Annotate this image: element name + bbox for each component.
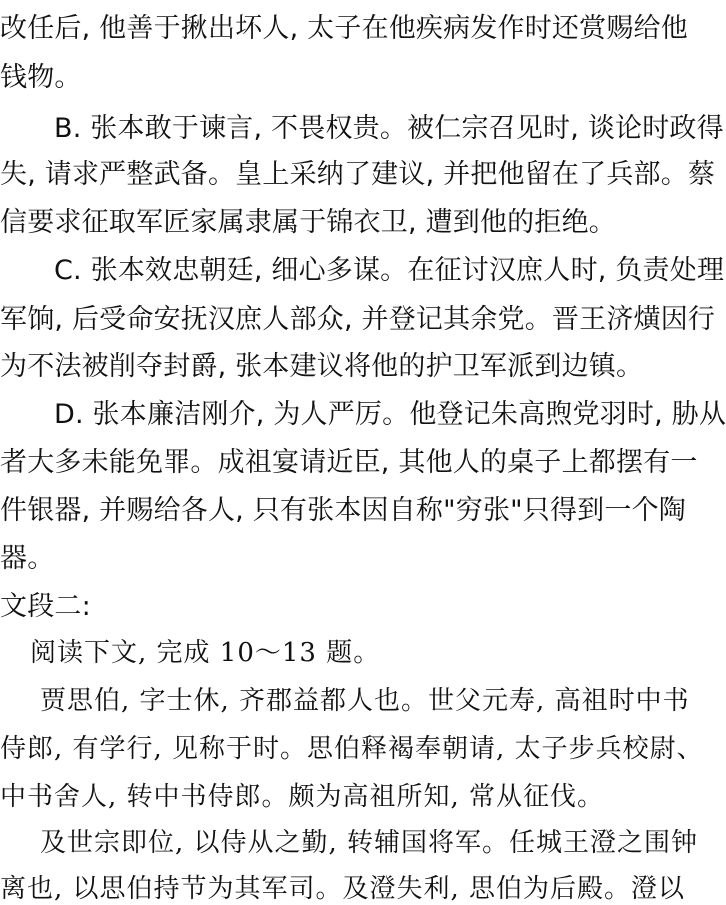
option-d-line: D. 张本廉洁刚介, 为人严厉。他登记朱高煦党羽时, 胁从 — [54, 399, 726, 430]
passage-line: 中书舍人, 转中书侍郎。颇为高祖所知, 常从征伐。 — [0, 782, 605, 812]
passage-line: 侍郎, 有学行, 见称于时。思伯释褐奉朝请, 太子步兵校尉、 — [0, 734, 704, 764]
text-line: 件银器, 并赐给各人, 只有张本因自称"穷张"只得到一个陶 — [0, 495, 686, 526]
section-heading: 文段二: — [0, 591, 91, 622]
text-line: 改任后, 他善于揪出坏人, 太子在他疾病发作时还赏赐给他 — [0, 13, 688, 44]
text-line: 钱物。 — [0, 62, 82, 93]
instruction-line: 阅读下文, 完成 10～13 题。 — [30, 638, 381, 668]
text-line: 器。 — [0, 543, 55, 574]
text-line: 为不法被削夺封爵, 张本建议将他的护卫军派到边镇。 — [0, 351, 644, 382]
option-b-line: B. 张本敢于谏言, 不畏权贵。被仁宗召见时, 谈论时政得 — [54, 113, 724, 144]
text-line: 军饷, 后受命安抚汉庶人部众, 并登记其余党。晋王济熿因行 — [0, 304, 716, 335]
text-line: 信要求征取军匠家属隶属于锦衣卫, 遭到他的拒绝。 — [0, 207, 616, 238]
text-line: 失, 请求严整武备。皇上采纳了建议, 并把他留在了兵部。蔡 — [0, 159, 716, 190]
text-line: 者大多未能免罪。成祖宴请近臣, 其他人的桌子上都摆有一 — [0, 447, 698, 478]
passage-line: 及世宗即位, 以侍从之勤, 转辅国将军。任城王澄之围钟 — [40, 828, 699, 858]
option-c-line: C. 张本效忠朝廷, 细心多谋。在征讨汉庶人时, 负责处理 — [54, 255, 725, 286]
passage-line: 贾思伯, 字士休, 齐郡益都人也。世父元寿, 高祖时中书 — [40, 686, 690, 716]
passage-line: 离也, 以思伯持节为其军司。及澄失利, 思伯为后殿。澄以 — [0, 874, 686, 904]
